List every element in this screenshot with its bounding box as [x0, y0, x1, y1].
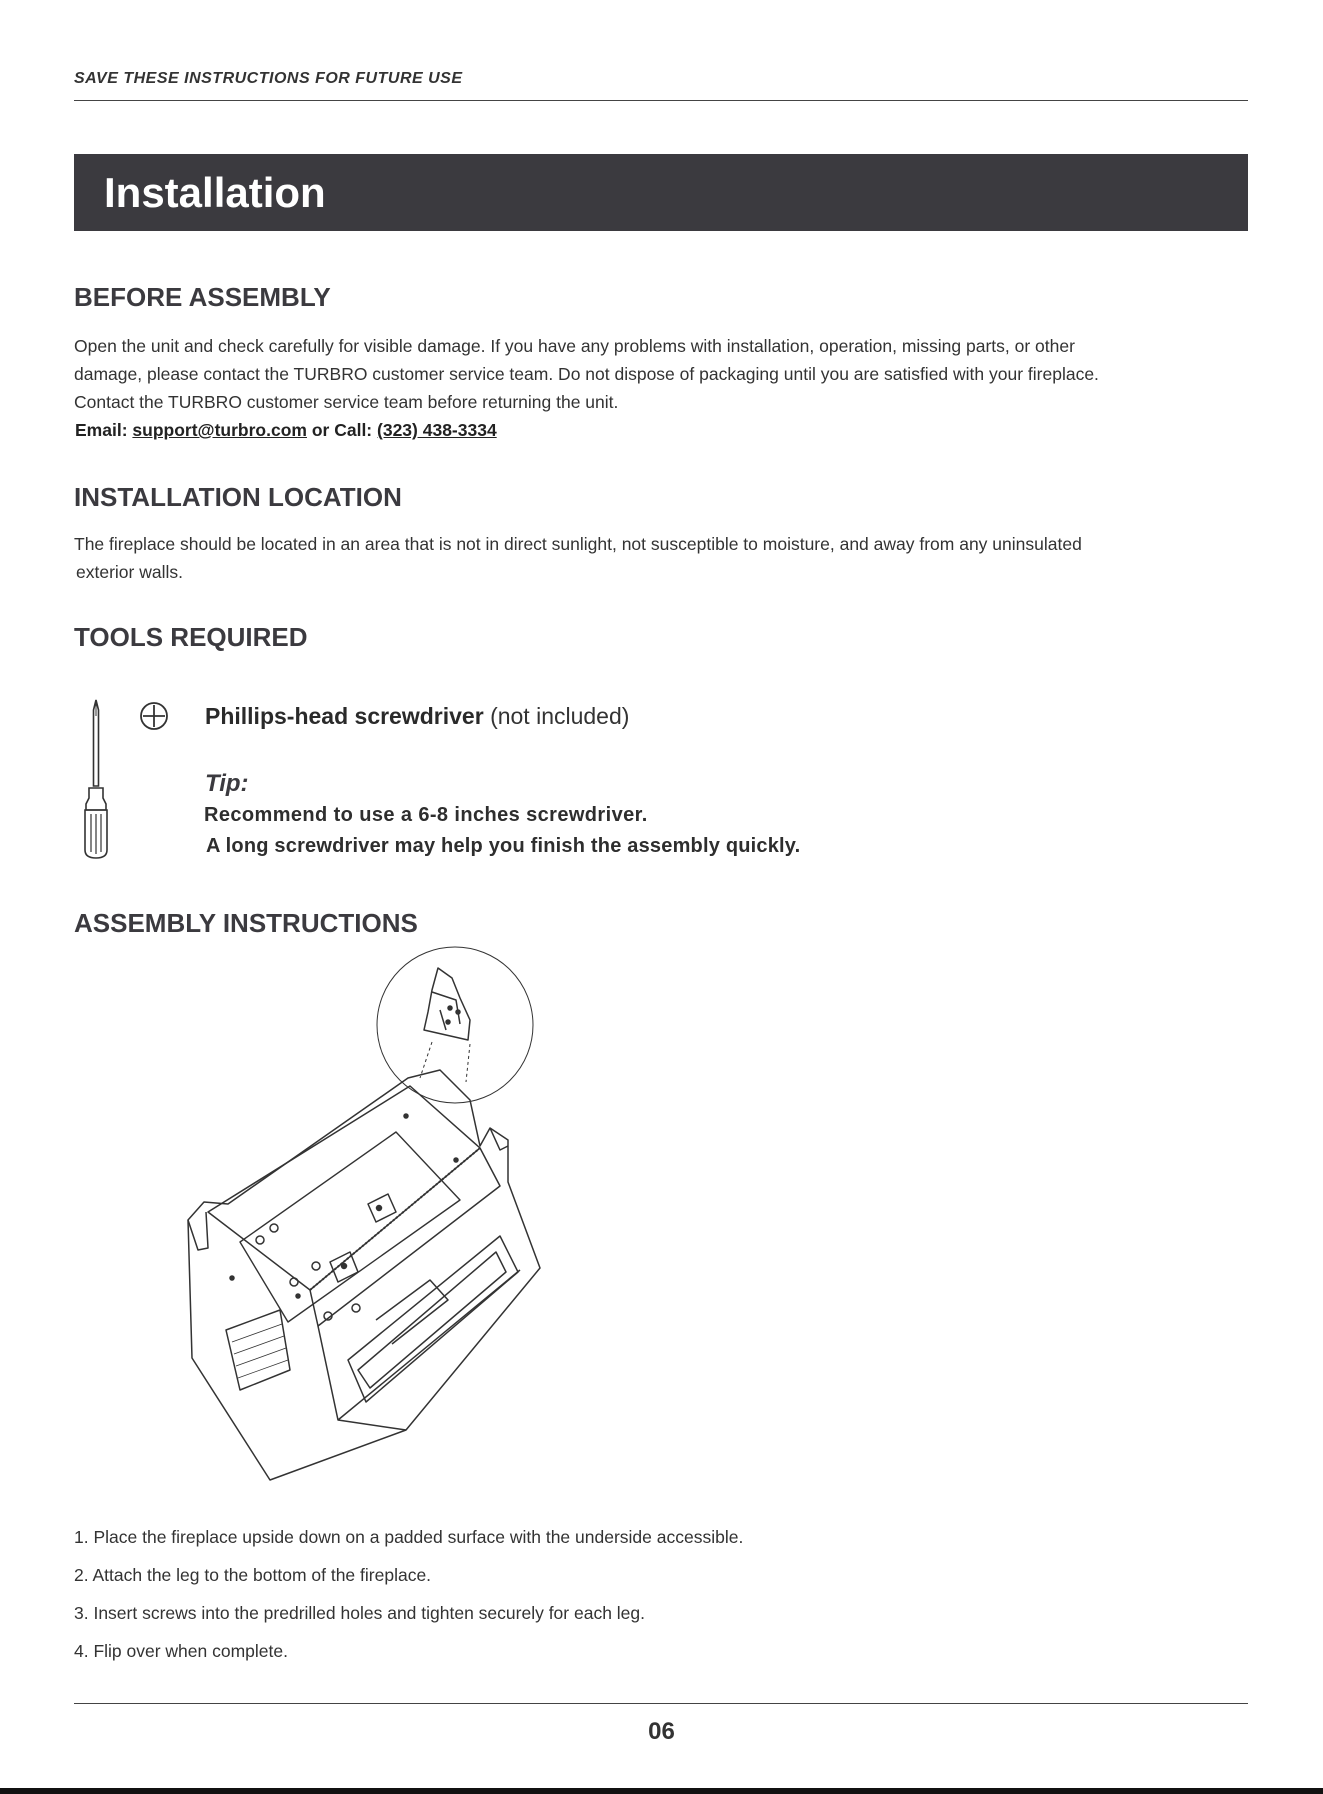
- page-number: 06: [648, 1718, 675, 1745]
- assembly-step: 1. Place the fireplace upside down on a padded surface with the underside accessible.: [74, 1527, 744, 1547]
- fireplace-assembly-illustration: [170, 950, 620, 1505]
- assembly-step: 3. Insert screws into the predrilled holes and tighten securely for each leg.: [74, 1603, 646, 1623]
- before-assembly-line: Open the unit and check carefully for visible damage. If you have any problems with installation, operation, missing parts, or other: [74, 336, 1075, 356]
- before-assembly-text: [74, 332, 1254, 416]
- screwdriver-icon: [76, 698, 116, 860]
- before-assembly-line: damage, please contact the TURBRO customer service team. Do not dispose of packaging until you are satisfied with your fireplace.: [74, 364, 1099, 384]
- contact-line: [75, 420, 497, 441]
- support-email-link[interactable]: support@turbro.com: [132, 420, 307, 440]
- tip-line: A long screwdriver may help you finish the assembly quickly.: [206, 835, 801, 857]
- scan-edge: [0, 1788, 1323, 1794]
- installation-location-title: INSTALLATION LOCATION: [74, 482, 402, 512]
- before-assembly-title: BEFORE ASSEMBLY: [74, 282, 331, 312]
- tip-label: Tip:: [205, 770, 249, 797]
- tool-name: Phillips-head screwdriver: [205, 703, 484, 729]
- installation-location-text: [74, 530, 1254, 586]
- installation-location-line: exterior walls.: [76, 562, 183, 582]
- tool-note: (not included): [490, 703, 630, 729]
- assembly-steps: [74, 1518, 974, 1670]
- phillips-head-icon: [139, 701, 169, 731]
- installation-location-line: The fireplace should be located in an area that is not in direct sunlight, not susceptible to moisture, and away from any uninsulated: [74, 534, 1082, 554]
- header-rule: [74, 100, 1248, 101]
- support-phone-link[interactable]: (323) 438-3334: [377, 420, 497, 440]
- tip-line: Recommend to use a 6-8 inches screwdriver.: [204, 804, 648, 826]
- banner-title: Installation: [104, 168, 326, 216]
- header-note: SAVE THESE INSTRUCTIONS FOR FUTURE USE: [74, 70, 463, 87]
- installation-banner: [74, 154, 1248, 231]
- tool-description: [205, 703, 629, 730]
- assembly-instructions-title: ASSEMBLY INSTRUCTIONS: [74, 908, 418, 938]
- before-assembly-line: Contact the TURBRO customer service team before returning the unit.: [74, 392, 619, 412]
- footer-rule: [74, 1703, 1248, 1704]
- tools-required-title: TOOLS REQUIRED: [74, 622, 308, 652]
- assembly-step: 4. Flip over when complete.: [74, 1641, 288, 1661]
- call-label: or Call:: [311, 420, 373, 440]
- email-label: Email:: [75, 420, 128, 440]
- assembly-step: 2. Attach the leg to the bottom of the fireplace.: [74, 1565, 432, 1585]
